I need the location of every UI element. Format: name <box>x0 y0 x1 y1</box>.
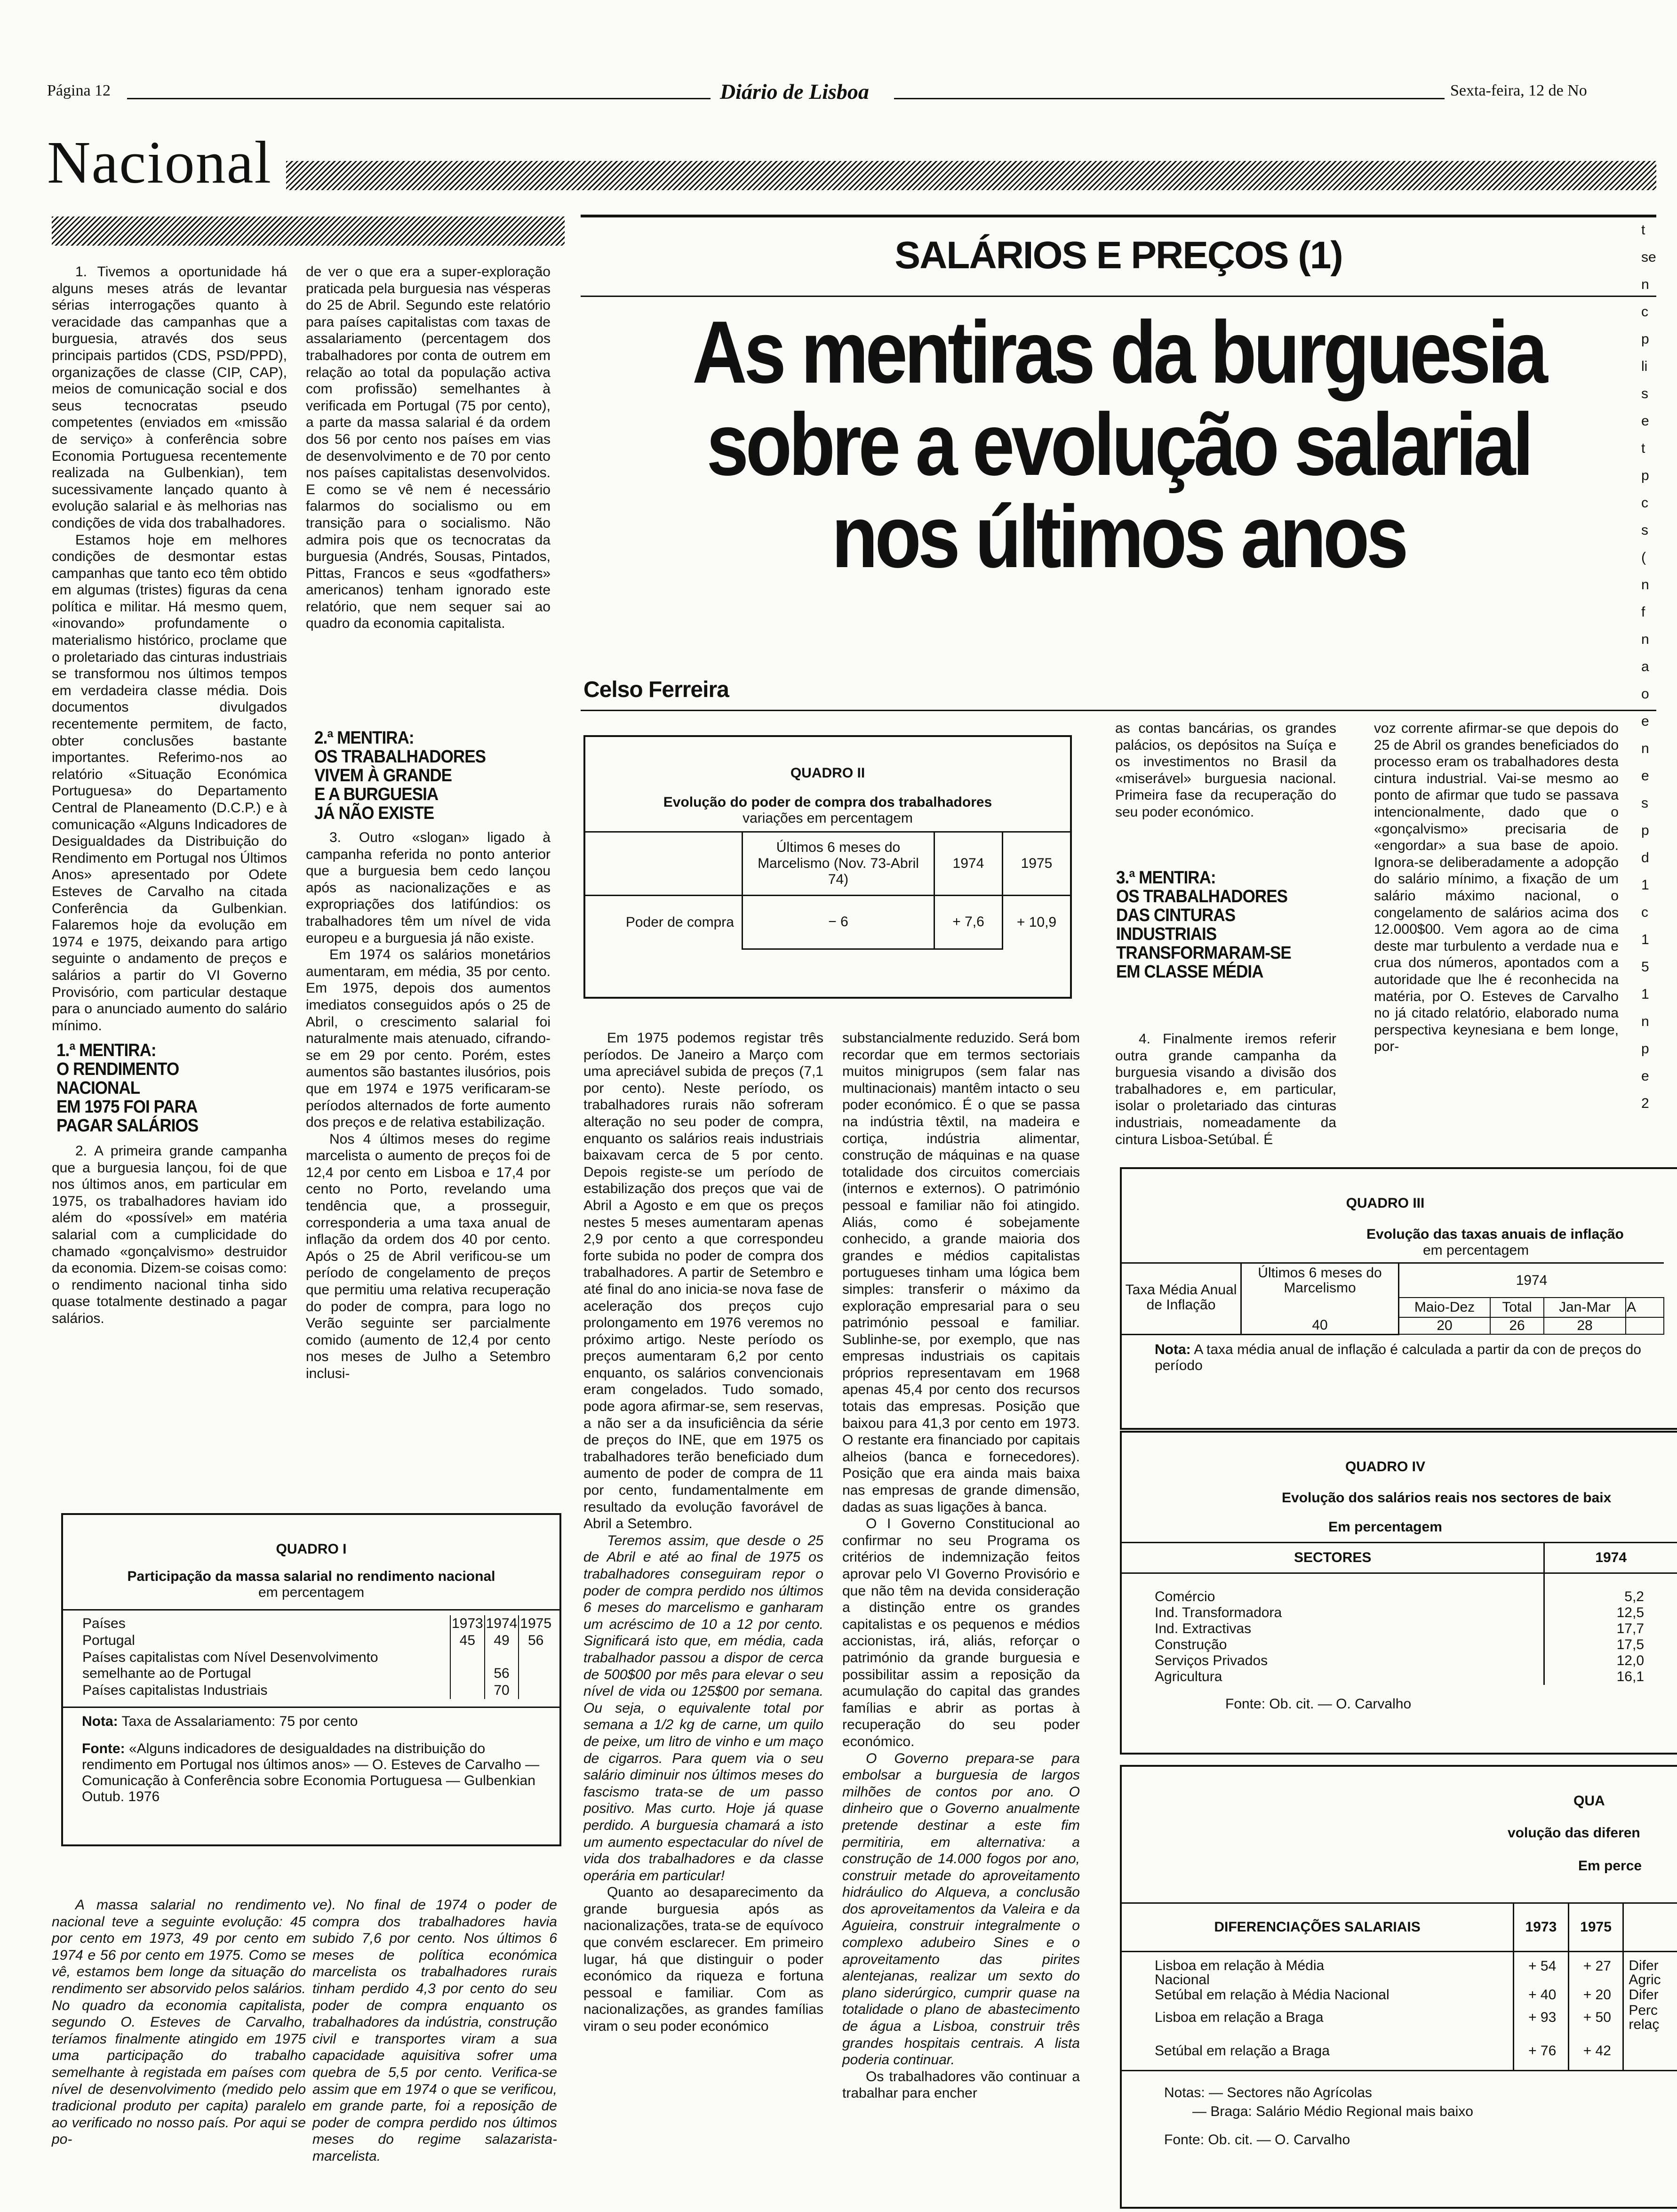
table-cell <box>450 1649 485 1682</box>
source-text: «Alguns indicadores de desigualdades na distribuição do rendimento em Portugal nos últimos anos» — O. Esteves de Carvalho — Comunicação à Conferência sobre Economia Portuguesa — Gulbenkian Outub. 1976 <box>82 1741 540 1804</box>
edge-fragment: e <box>1641 713 1649 729</box>
table-cell: 56 <box>519 1632 552 1649</box>
article-col-6 <box>1374 720 1619 1153</box>
notes-label: Notas: <box>1164 2085 1205 2100</box>
table-cell: 1975 <box>519 1615 552 1632</box>
article-col-2 <box>306 264 551 725</box>
table-col-year: 1973 <box>1514 1903 1569 1952</box>
table-row <box>1122 1987 1677 2003</box>
note-text: Sectores não Agrícolas <box>1227 2085 1372 2100</box>
table-cell: + 7,6 <box>934 896 1003 949</box>
table-cell <box>450 1682 485 1699</box>
table-row-label: Poder de compra <box>585 896 743 949</box>
edge-fragment: t <box>1641 222 1645 238</box>
kicker: SALÁRIOS E PREÇOS (1) <box>894 234 1342 277</box>
paragraph: 3. Outro «slogan» ligado à campanha referida no ponto anterior que a burguesia bem cedo lançou após as nacionalizações e as expropriações dos latifúndios: os trabalhadores têm um nível de vida europeu e a burguesia já não existe. <box>306 830 551 946</box>
article-col-5 <box>1115 720 1336 861</box>
paragraph: 4. Finalmente iremos referir outra grande campanha da burguesia visando a divisão dos trabalhadores e, em particular, isolar o proletariado das cinturas industriais, nomeadamente da cintura Lisboa-Setúbal. É <box>1115 1031 1336 1147</box>
table-title: QUADRO II <box>790 765 865 781</box>
table-cell <box>1122 1317 1241 1334</box>
table-row <box>82 1682 552 1699</box>
table-cell: 26 <box>1490 1317 1544 1334</box>
table-cell: A <box>1626 1298 1664 1317</box>
table-cell: Perc relaç <box>1629 2003 1660 2032</box>
notes-line-2: — Braga: Salário Médio Regional mais baixo <box>1192 2104 1473 2119</box>
table-cell: Ind. Extractivas <box>1155 1621 1252 1636</box>
table-title: QUADRO III <box>1346 1195 1425 1211</box>
table-cell: 17,7 <box>1544 1621 1677 1637</box>
table-unit: em percentagem <box>1423 1242 1529 1258</box>
note-text: A taxa média anual de inflação é calculada a partir da con de preços do período <box>1155 1341 1641 1373</box>
table-quadro-5 <box>1120 1765 1677 2209</box>
edge-fragment: p <box>1641 468 1649 483</box>
table-note <box>82 1714 541 1730</box>
table-title: QUADRO I <box>276 1541 347 1557</box>
table-quadro-3 <box>1120 1167 1677 1430</box>
edge-fragment: se <box>1641 249 1656 265</box>
article-col-3 <box>583 1030 823 2204</box>
table-cell <box>585 832 743 896</box>
table-cell <box>1241 1298 1399 1317</box>
table-col-year: 1974 <box>1399 1263 1664 1298</box>
table-cell: Construção <box>1155 1637 1227 1652</box>
paragraph: Nos 4 últimos meses do regime marcelista o aumento de preços foi de 12,4 por cento em Lisboa e 17,4 por cento no Porto, revelando uma tendência que, a prosseguir, corresponderia a uma taxa anual de inflação da ordem dos 40 por cento. Após o 25 de Abril verificou-se um período de congelamento de preços que permitiu uma relativa recuperação do poder de compra, para logo no Verão seguinte ser parcialmente comido (aumento de 12,4 por cento nos meses de Julho a Setembro inclusi- <box>306 1131 551 1381</box>
article-col-5b <box>1115 1031 1336 1153</box>
issue-date: Sexta-feira, 12 de No <box>1450 82 1587 99</box>
table-cell: Jan-Mar <box>1544 1298 1626 1317</box>
table-cell: 28 <box>1544 1317 1626 1334</box>
table-col-year: 1975 <box>1003 832 1070 896</box>
header-rule-right <box>894 98 1445 99</box>
edge-fragment: s <box>1641 522 1648 538</box>
subheading-3: 3.ª MENTIRA: OS TRABALHADORES DAS CINTURAS INDUSTRIAIS TRANSFORMARAM-SE EM CLASSE MÉDIA <box>1116 868 1291 982</box>
table-row <box>82 1615 552 1632</box>
table-col-head: Últimos 6 meses do Marcelismo <box>1241 1263 1399 1298</box>
edge-fragment: s <box>1641 386 1648 401</box>
table-cell: 12,5 <box>1544 1605 1677 1621</box>
table-body <box>82 1615 552 1699</box>
note-text: Taxa de Assalariamento: 75 por cento <box>121 1714 358 1729</box>
edge-fragment: o <box>1641 686 1649 702</box>
table-cell: Difer Agric <box>1629 1958 1661 1988</box>
table-col-head: SECTORES <box>1122 1543 1544 1573</box>
paragraph: 2. A primeira grande campanha que a burguesia lançou, foi de que nos últimos anos, em particular em 1975, os trabalhadores haviam ido além do «possível» em matéria salarial com a cumplicidade do chamado «gonçalvismo» destruidor da economia. Dizem-se coisas como: o rendimento nacional tinha sido quase totalmente destinado a pagar salários. <box>52 1143 287 1326</box>
table-cell: + 10,9 <box>1003 896 1070 949</box>
paragraph: O Governo prepara-se para embolsar a burguesia de largos milhões de contos por ano. O dinheiro que o Governo anualmente pretende destinar a este fim permitiria, em alternativa: a construção de 14.000 fogos por ano, construir metade do aproveitamento hidráulico do Alqueva, a conclusão dos aproveitamentos da Valeira e da Aguieira, construir integralmente o complexo adubeiro Sines e o aproveitamento das pirites alentejanas, realizar um sexto do plano siderúrgico, cumprir quase na totalidade o plano de abastecimento de água a Lisboa, construir três grandes hospitais centrais. A lista poderia continuar. <box>842 1750 1080 2068</box>
table-cell: 5,2 <box>1544 1589 1677 1605</box>
edge-fragment: f <box>1641 604 1645 620</box>
edge-fragment: n <box>1641 741 1649 756</box>
table-cell: Setúbal em relação à Média Nacional <box>1155 1987 1390 2003</box>
table-row <box>585 832 1070 896</box>
edge-fragment: 5 <box>1641 959 1649 975</box>
table-cell: Comércio <box>1155 1589 1215 1604</box>
table-cell: 12,0 <box>1544 1653 1677 1669</box>
subheading-2: 2.ª MENTIRA: OS TRABALHADORES VIVEM À GRANDE E A BURGUESIA JÁ NÃO EXISTE <box>314 728 486 823</box>
byline-rule <box>581 710 1656 711</box>
paragraph: Em 1975 podemos registar três períodos. De Janeiro a Março com uma apreciável subida de preços (7,1 por cento). Neste período, os trabalhadores rurais não sofreram alteração no seu poder de compra, enquanto os salários reais industriais baixavam cerca de 5 por cento. Depois registe-se um período de estabilização dos preços que vai de Abril a Agosto e em que os preços nestes 5 meses aumentaram apenas 2,9 por cento a que correspondeu forte subida no poder de compra dos trabalhadores. A partir de Setembro e até final do ano inicia-se nova fase de aceleração dos preços cujo prolongamento em 1976 veremos no próximo artigo. Neste período os preços aumentaram 6,2 por cento enquanto, os salários convencionais eram congelados. Tudo somado, pode agora afirmar-se, sem reservas, a não ser a da insuficiência da série de preços do INE, que em 1975 os trabalhadores terão beneficiado dum aumento de poder de compra de 11 por cento, fundamentalmente em resultado da evolução favorável de Abril a Setembro. <box>583 1030 823 1532</box>
edge-fragment: 1 <box>1641 877 1649 893</box>
table-subtitle: Evolução do poder de compra dos trabalhadores <box>663 794 992 810</box>
table-cell: 45 <box>450 1632 485 1649</box>
paragraph: Quanto ao desaparecimento da grande burguesia após as nacionalizações, trata-se de equívoco que convém esclarecer. Em primeiro lugar, há que distinguir o poder económico da riqueza e fortuna pessoal e familiar. Com as nacionalizações, as grandes famílias viram o seu poder económico <box>583 1884 823 2035</box>
edge-fragment: p <box>1641 1041 1649 1057</box>
article-col-2b <box>306 829 551 1507</box>
table-cell: 49 <box>485 1632 519 1649</box>
edge-fragment: 1 <box>1641 932 1649 947</box>
paragraph: Os trabalhadores vão continuar a trabalhar para encher <box>842 2068 1080 2101</box>
table-cell: Maio-Dez <box>1399 1298 1491 1317</box>
table-note <box>1155 1342 1672 1374</box>
table-cell: 1974 <box>485 1615 519 1632</box>
note-label: Nota: <box>82 1714 118 1729</box>
table-cell: Portugal <box>82 1633 135 1648</box>
table-cell: 20 <box>1399 1317 1491 1334</box>
article-bottom-col-1 <box>52 1897 306 2203</box>
paragraph: ve). No final de 1974 o poder de compra dos trabalhadores havia subido 7,6 por cento. Nos últimos 6 meses de política económica marcelista os trabalhadores rurais tinham perdido 4,3 por cento do seu poder de compra enquanto os trabalhadores da indústria, construção civil e transportes viram a sua capacidade aquisitiva sofrer uma quebra de 5,5 por cento. Verifica-se assim que em 1974 o que se verificou, em grande parte, foi a reposição de poder de compra perdido nos últimos meses do regime salazarista-marcelista. <box>312 1897 557 2164</box>
table-cell <box>1122 1573 1544 1589</box>
paragraph: de ver o que era a super-exploração praticada pela burguesia nas vésperas do 25 de Abril. Segundo este relatório para países capitalistas com taxas de assalariamento (percentagem dos trabalhadores por conta de outrem em relação ao total da população activa com profissão) semelhantes à verificada em Portugal (75 por cento), a parte da massa salarial é da ordem dos 56 por cento nos países em vias de desenvolvimento e de 70 por cento nos países capitalistas desenvolvidos. E como se vê nem é necessário falarmos do socialismo ou em transição para o socialismo. Não admira pois que os tecnocratas da burguesia (Andrés, Sousas, Pintados, Pittas, Francos e seus «godfathers» americanos) tenham ignorado este relatório, que nem sequer sai ao quadro da economia capitalista. <box>306 264 551 632</box>
table-row <box>1122 1669 1677 1685</box>
table-cell: Total <box>1490 1298 1544 1317</box>
table-row <box>1122 1621 1677 1637</box>
table-cell: Serviços Privados <box>1155 1653 1268 1668</box>
table-cell: + 40 <box>1514 1987 1569 2003</box>
table-col-head: Últimos 6 meses do Marcelismo (Nov. 73-Abril 74) <box>743 832 934 896</box>
edge-fragment: e <box>1641 1068 1649 1084</box>
table-cell: + 76 <box>1514 2032 1569 2071</box>
table-col-head: 1974 <box>1544 1543 1677 1573</box>
table-cell: − 6 <box>743 896 934 949</box>
table-cell: Países <box>82 1616 126 1631</box>
page-number: Página 12 <box>47 82 111 99</box>
subheading-1: 1.ª MENTIRA: O RENDIMENTO NACIONAL EM 1975 FOI PARA PAGAR SALÁRIOS <box>56 1041 199 1136</box>
header-rule-left <box>127 98 711 99</box>
table-row <box>1122 1263 1664 1298</box>
table-cell: Lisboa em relação a Braga <box>1155 2010 1324 2025</box>
table-subtitle: Evolução dos salários reais nos sectores de baix <box>1282 1490 1612 1506</box>
table-cell: Agricultura <box>1155 1669 1222 1684</box>
paragraph: Estamos hoje em melhores condições de desmontar estas campanhas que tanto eco têm obtido em algumas (tristes) figuras da cena política e militar. Há mesmo quem, «inovando» profundamente o materialismo histórico, proclame que o proletariado das cinturas industriais se transformou nos últimos tempos em verdadeira classe média. Dois documentos divulgados recentemente permitem, de facto, obter conclusões bastante importantes. Referimo-nos ao relatório «Situação Económica Portuguesa» do Departamento Central de Planeamento (D.C.P.) e à comunicação «Alguns Indicadores de Desigualdades da Distribuição do Rendimento em Portugal nos Últimos Anos» apresentado por Odete Esteves de Carvalho na citada Conferência da Gulbenkian. Falaremos hoje da evolução em 1974 e 1975, deixando para artigo seguinte o andamento de preços e salários a partir do VI Governo Provisório, com particular destaque para o anunciado aumento do salário mínimo. <box>52 532 287 1034</box>
edge-fragment: d <box>1641 850 1649 866</box>
table-row <box>1122 1653 1677 1669</box>
note-text: Braga: Salário Médio Regional mais baixo <box>1210 2104 1473 2119</box>
table-source: Fonte: Ob. cit. — O. Carvalho <box>1225 1696 1412 1712</box>
paragraph: Teremos assim, que desde o 25 de Abril e até ao final de 1975 os trabalhadores conseguiram repor o poder de compra perdido nos últimos 6 meses do marcelismo e ganharam um acréscimo de 10 a 12 por cento. Significará isto que, em média, cada trabalhador passou a dispor de cerca de 500$00 por mês para elevar o seu nível de vida ou 125$00 por semana. Ou seja, o equivalente total por semana a 1/2 kg de carne, um quilo de peixe, um litro de vinho e um maço de cigarros. Para quem via o seu salário diminuir nos últimos meses do fascismo trata-se de um passo positivo. Mas curto. Hoje já quase perdido. A burguesia chamará a isto um aumento espectacular do nível de vida dos trabalhadores e da classe operária em particular! <box>583 1532 823 1883</box>
paragraph: 1. Tivemos a oportunidade há alguns meses atrás de levantar sérias interrogações quanto à veracidade das campanhas que a burguesia, através dos seus principais partidos (CDS, PSD/PPD), organizações de classe (CIP, CAP), meios de comunicação social e dos seus tecnocratas pseudo competentes (enviados em «missão de serviço» à conferência sobre Economia Portuguesa recentemente realizada na Gulbenkian), tem sucessivamente lançado quanto à evolução salarial e às melhorias nas condições de vida dos trabalhadores. <box>52 264 287 531</box>
table-row <box>82 1632 552 1649</box>
edge-fragment: s <box>1641 795 1648 811</box>
headline <box>656 303 1581 586</box>
edge-fragment: p <box>1641 331 1649 347</box>
table-cell: 70 <box>485 1682 519 1699</box>
edge-fragment: n <box>1641 577 1649 593</box>
article-col-1 <box>52 264 287 1034</box>
table-row <box>1122 1573 1677 1589</box>
table-cell <box>519 1649 552 1682</box>
paragraph: substancialmente reduzido. Será bom recordar que em termos sectoriais muitos minigrupos (sem falar nas multinacionais) mantêm intacto o seu poder económico. É o que se passa na indústria têxtil, na madeira e cortiça, indústria alimentar, construção de máquinas e na quase totalidade dos circuitos comerciais (internos e externos). O património pessoal e familiar não foi atingido. Aliás, como é sobejamente conhecido, a grande maioria dos grandes e médios capitalistas portugueses tinham uma lógica bem simples: transferir o máximo da exploração empresarial para o seu património pessoal e familiar. Sublinhe-se, por exemplo, que nas empresas industriais os capitais próprios representavam em 1968 apenas 45,4 por cento dos recursos totais das empresas. Posição que baixou para 41,3 por cento em 1973. O restante era financiado por capitais alheios (banca e fornecedores). Posição que era ainda mais baixa nas empresas de grande dimensão, dadas as suas ligações à banca. <box>842 1030 1080 1515</box>
table-unit: Em perce <box>1578 1858 1642 1874</box>
table-row <box>1122 1605 1677 1621</box>
headline-line-3: nos últimos anos <box>831 487 1405 586</box>
table-cell: 56 <box>485 1649 519 1682</box>
edge-fragment: li <box>1641 359 1648 374</box>
table-source <box>82 1741 541 1805</box>
edge-fragment: c <box>1641 905 1648 920</box>
table-cell: Países capitalistas Industriais <box>82 1683 268 1698</box>
table-cell <box>519 1682 552 1699</box>
headline-line-1: As mentiras da burguesia <box>692 303 1545 401</box>
table-row <box>585 896 1070 949</box>
table-row <box>1122 2003 1677 2032</box>
edge-fragment: 2 <box>1641 1096 1649 1111</box>
edge-fragment: t <box>1641 441 1645 456</box>
table-row <box>82 1649 552 1682</box>
table-cell: + 27 <box>1568 1952 1623 1988</box>
table-subtitle: Evolução das taxas anuais de inflação <box>1366 1226 1624 1242</box>
table-top-rule <box>63 1609 559 1611</box>
table-source: Fonte: Ob. cit. — O. Carvalho <box>1164 2132 1350 2148</box>
section-title: Nacional <box>47 129 272 196</box>
table-row <box>1122 2032 1677 2071</box>
table-row <box>1122 1543 1677 1573</box>
table-cell: 17,5 <box>1544 1637 1677 1653</box>
edge-fragment: n <box>1641 277 1649 292</box>
table-cell: Setúbal em relação a Braga <box>1122 2032 1514 2071</box>
table-cell: + 20 <box>1568 1987 1623 2003</box>
table-cell <box>1623 1903 1677 1952</box>
edge-fragment: c <box>1641 304 1648 320</box>
table-col-year: 1974 <box>934 832 1003 896</box>
table-cell: Lisboa em relação à Média Nacional <box>1155 1958 1325 1988</box>
article-bottom-col-2 <box>312 1897 557 2203</box>
table-notes <box>1164 2084 1677 2149</box>
paragraph: A massa salarial no rendimento nacional teve a seguinte evolução: 45 por cento em 1973, 49 por cento em 1974 e 56 por cento em 1975. Como se vê, estamos bem longe da situação do rendimento ser absorvido pelos salários. No quadro da economia capitalista, segundo O. Esteves de Carvalho, teríamos finalmente atingido em 1975 uma participação do trabalho semelhante à registada em países com nível de desenvolvimento (medido pelo tradicional produto per capita) paralelo ao verificado no nosso país. Por aqui se po- <box>52 1897 306 2148</box>
table-body <box>1122 1262 1664 1335</box>
article-col-4 <box>842 1030 1080 2204</box>
paragraph: O I Governo Constitucional ao confirmar no seu Programa os critérios de indemnização feitos aprovar pelo VI Governo Provisório e que não têm na devida consideração a distinção entre os grandes capitalistas e os pequenos e médios accionistas, irá, aliás, reforçar o património da grande burguesia e possibilitar assim a reposição da acumulação do capital das grandes famílias e abrir as portas à recuperação do seu poder económico. <box>842 1516 1080 1749</box>
table-subtitle: volução das diferen <box>1508 1825 1640 1841</box>
edge-fragment: e <box>1641 768 1649 784</box>
table-cell: 1973 <box>450 1615 485 1632</box>
headline-line-2: sobre a evolução salarial <box>706 395 1531 494</box>
table-cell: + 54 <box>1514 1952 1569 1988</box>
edge-fragment: e <box>1641 413 1649 429</box>
paragraph: Em 1974 os salários monetários aumentaram, em média, 35 por cento. Em 1975, depois dos aumentos imediatos conseguidos após o 25 de Abril, o crescimento salarial foi naturalmente mais atenuado, cifrando-se em 29 por cento. Porém, estes aumentos são bastantes ilusórios, pois que em 1974 e 1975 verificaram-se períodos alternados de forte aumento dos preços e de relativa estabilização. <box>306 947 551 1130</box>
table-row <box>1122 1903 1677 1952</box>
table-subtitle: Participação da massa salarial no rendimento nacional <box>127 1569 495 1584</box>
table-unit: Em percentagem <box>1328 1519 1442 1535</box>
table-unit: variações em percentagem <box>743 810 913 826</box>
article-col-1b <box>52 1143 287 1326</box>
paragraph: voz corrente afirmar-se que depois do 25 de Abril os grandes beneficiados do processo eram os trabalhadores desta cintura industrial. Vai-se mesmo ao ponto de afirmar que tudo se passava intencionalmente, dado que o «gonçalvismo» precisaria de «engordar» a sua base de apoio. Ignora-se deliberadamente a adopção do salário mínimo, a fixação de um salário máximo nacional, o congelamento de salários acima dos 12.000$00. Vem agora ao de cima deste mar turbulento a verdade nua e crua dos números, apontados com a autoridade que lhe é reconhecida na matéria, por O. Esteves de Carvalho no já citado relatório, elaborado numa perspectiva keynesiana e bem longe, por- <box>1374 721 1619 1055</box>
table-row <box>1122 1952 1677 1988</box>
table-col-head: DIFERENCIAÇÕES SALARIAIS <box>1122 1903 1514 1952</box>
byline: Celso Ferreira <box>583 677 729 702</box>
table-cell: + 42 <box>1568 2032 1623 2071</box>
table-cell <box>1626 1317 1664 1334</box>
table-cell <box>1544 1573 1677 1589</box>
table-title: QUADRO IV <box>1345 1459 1425 1475</box>
table-row <box>1122 1317 1664 1334</box>
table-mid-rule <box>63 1707 559 1708</box>
table-cell: + 93 <box>1514 2003 1569 2032</box>
section-hatch-bar <box>286 161 1656 190</box>
note-label: Nota: <box>1155 1341 1191 1357</box>
notes-line-1: Notas: — Sectores não Agrícolas <box>1164 2085 1372 2100</box>
edge-fragment: c <box>1641 495 1648 511</box>
table-quadro-4 <box>1120 1431 1677 1755</box>
edge-fragment: 1 <box>1641 986 1649 1002</box>
table-row <box>1122 1589 1677 1605</box>
table-unit: em percentagem <box>258 1585 365 1600</box>
source-label: Fonte: <box>82 1741 125 1756</box>
table-body <box>1122 1542 1677 1685</box>
table-title: QUA <box>1573 1793 1605 1809</box>
paragraph: as contas bancárias, os grandes palácios, os depósitos na Suíça e os investimentos no Brasil da «miserável» burguesia nacional. Primeira fase da recuperação do seu poder económico. <box>1115 721 1336 820</box>
edge-fragment: p <box>1641 823 1649 838</box>
edge-fragment: a <box>1641 659 1649 674</box>
table-cell <box>1623 2032 1677 2071</box>
table-cell: Ind. Transformadora <box>1155 1605 1282 1620</box>
edge-fragment: n <box>1641 1014 1649 1029</box>
edge-fragment: n <box>1641 632 1649 647</box>
table-quadro-1 <box>61 1513 561 1846</box>
table-body <box>1122 1902 1677 2071</box>
table-body <box>585 831 1070 950</box>
clipped-next-page-column <box>1641 216 1656 1158</box>
masthead: Diário de Lisboa <box>720 80 869 104</box>
table-cell: + 50 <box>1568 2003 1623 2032</box>
edge-fragment: ( <box>1641 550 1646 565</box>
col-hatch-bar <box>52 216 565 246</box>
table-cell: 40 <box>1241 1317 1399 1334</box>
table-cell: Difer <box>1629 1987 1659 2003</box>
table-quadro-2 <box>583 735 1072 999</box>
table-col-year: 1975 <box>1568 1903 1623 1952</box>
table-row <box>1122 1637 1677 1653</box>
table-row-label: Taxa Média Anual de Inflação <box>1122 1263 1241 1318</box>
headline-top-rule <box>581 215 1656 217</box>
table-cell: 16,1 <box>1544 1669 1677 1685</box>
kicker-rule <box>581 296 1656 297</box>
table-cell: Países capitalistas com Nível Desenvolvimento semelhante ao de Portugal <box>82 1650 378 1681</box>
